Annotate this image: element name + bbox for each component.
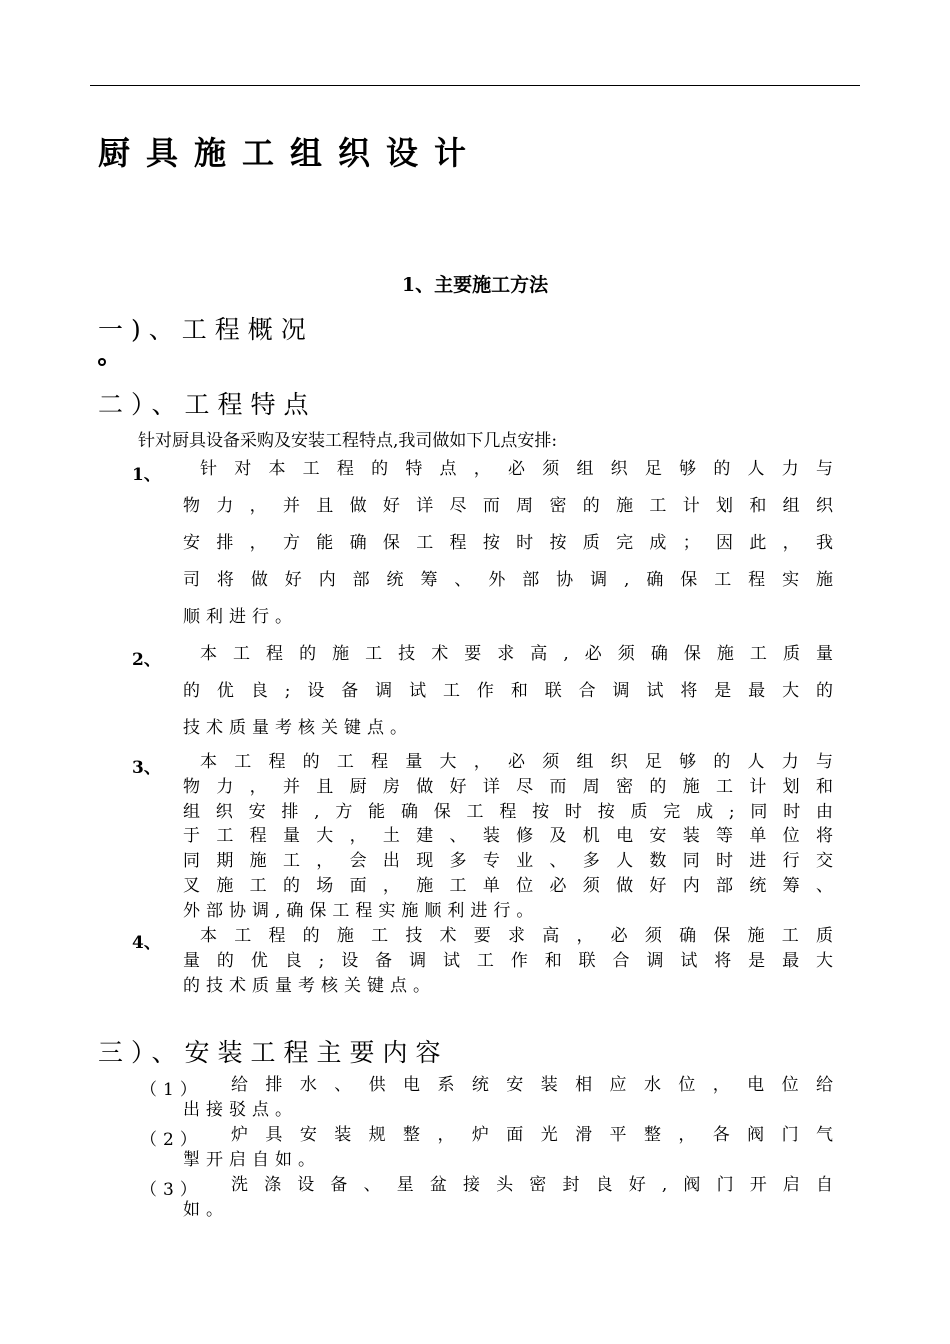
features-intro: 针对厨具设备采购及安装工程特点,我司做如下几点安排:	[138, 431, 558, 451]
empty-bullet	[98, 358, 106, 366]
text-line: 本工程的施工技术要求高,必须确保施工质量	[200, 644, 839, 664]
heading-overview: 一)、工程概况	[98, 315, 314, 344]
features-item-text	[183, 451, 839, 636]
content-item-number: （3）	[140, 1180, 203, 1200]
features-item-number: 1、	[132, 465, 161, 485]
text-line: 司将做好内部统筹、外部协调,确保工程实施	[183, 570, 839, 590]
text-line: 本工程的工程量大，必须组织足够的人力与	[200, 752, 839, 772]
text-line: 叉施工的场面，施工单位必须做好内部统筹、	[183, 875, 839, 896]
heading-content: 三）、安装工程主要内容	[98, 1038, 449, 1067]
text-line: 针对本工程的特点，必须组织足够的人力与	[200, 459, 839, 479]
features-item-text	[183, 750, 839, 924]
text-line: 本工程的施工技术要求高，必须确保施工质	[200, 926, 839, 946]
text-line: 给排水、供电系统安装相应水位，电位给	[231, 1075, 839, 1095]
text-line: 外部协调,确保工程实施顺利进行。	[183, 900, 540, 921]
text-line: 技术质量考核关键点。	[183, 718, 413, 738]
text-line: 顺利进行。	[183, 607, 298, 627]
content-item-number: （1）	[140, 1080, 203, 1100]
text-line: 的优良;设备调试工作和联合调试将是最大的	[183, 681, 839, 701]
text-line: 同期施工，会出现多专业、多人数同时进行交	[183, 851, 839, 872]
text-line: 洗涤设备、星盆接头密封良好,阀门开启自	[231, 1175, 839, 1195]
text-line: 如。	[183, 1199, 229, 1220]
content-item-number: （2）	[140, 1130, 203, 1150]
features-item-number: 2、	[132, 650, 161, 670]
text-line: 掣开启自如。	[183, 1149, 321, 1170]
content-item-text	[183, 1073, 839, 1123]
text-line: 组织安排,方能确保工程按时按质完成;同时由	[183, 801, 839, 822]
text-line: 量的优良;设备调试工作和联合调试将是最大	[183, 950, 839, 971]
features-item-number: 3、	[132, 758, 161, 778]
text-line: 出接驳点。	[183, 1099, 298, 1120]
section-title: 1、主要施工方法	[401, 274, 549, 296]
features-item-text	[183, 636, 839, 747]
text-line: 炉具安装规整，炉面光滑平整，各阀门气	[231, 1125, 839, 1145]
content-item-text	[183, 1123, 839, 1173]
text-line: 于工程量大，土建、装修及机电安装等单位将	[183, 826, 839, 847]
text-line: 物力，并且厨房做好详尽而周密的施工计划和	[183, 776, 839, 797]
document-title: 厨具施工组织设计	[98, 134, 483, 172]
features-item-number: 4、	[132, 933, 161, 953]
content-item-text	[183, 1173, 839, 1223]
text-line: 物力，并且做好详尽而周密的施工计划和组织	[183, 496, 839, 516]
features-item-text	[183, 924, 839, 998]
text-line: 安排，方能确保工程按时按质完成；因此，我	[183, 533, 839, 553]
header-rule	[90, 85, 860, 86]
heading-features: 二）、工程特点	[98, 390, 317, 419]
text-line: 的技术质量考核关键点。	[183, 975, 436, 996]
